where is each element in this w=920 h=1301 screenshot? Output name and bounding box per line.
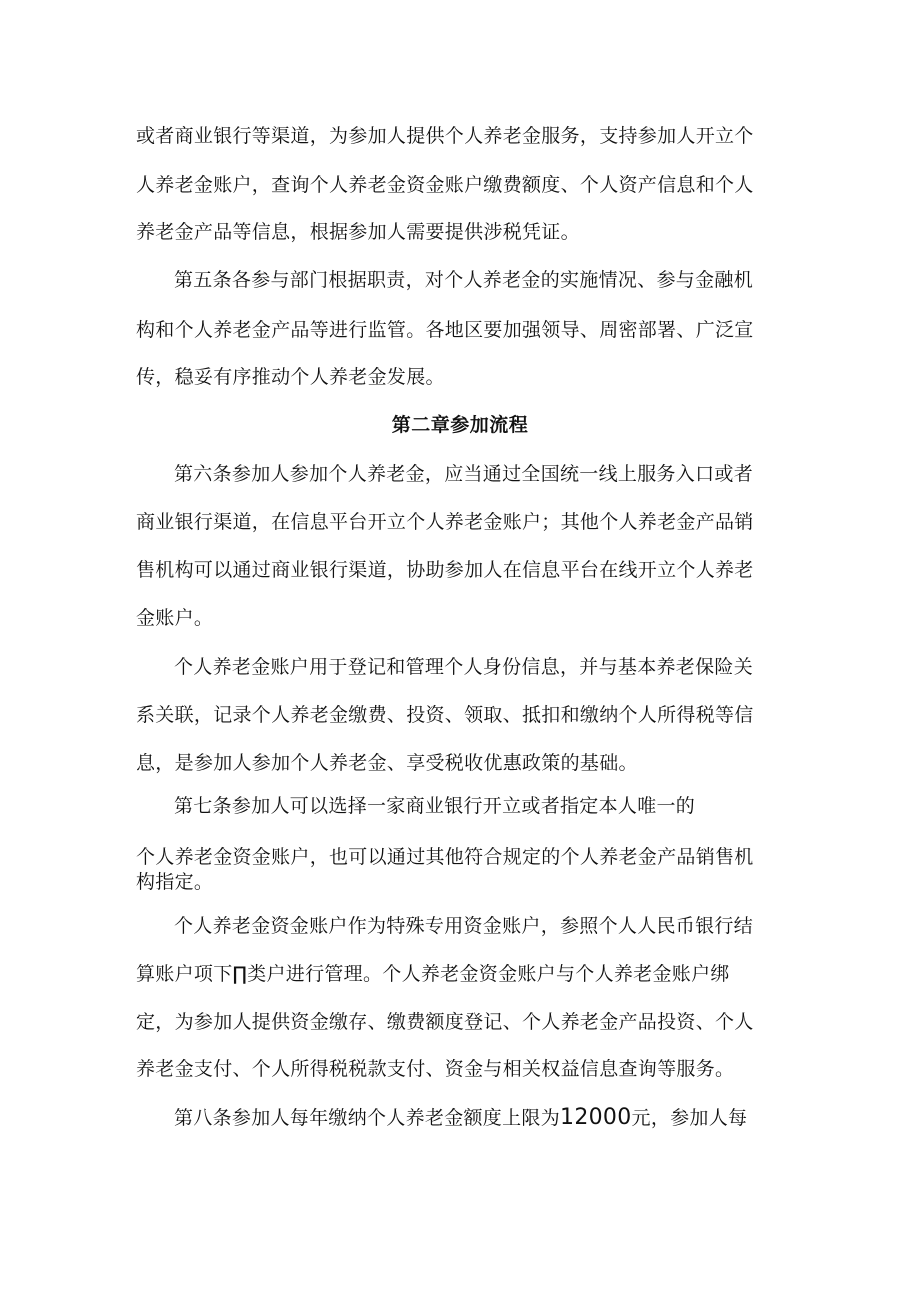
- paragraph-line: 养老金产品等信息，根据参加人需要提供涉税凭证。: [136, 221, 580, 243]
- paragraph-line: 息，是参加人参加个人养老金、享受税收优惠政策的基础。: [136, 752, 638, 774]
- paragraph-line: 售机构可以通过商业银行渠道，协助参加人在信息平台在线开立个人养老: [136, 559, 754, 581]
- amount-value: 12000: [560, 1105, 632, 1130]
- paragraph-line: 商业银行渠道，在信息平台开立个人养老金账户；其他个人养老金产品销: [136, 511, 754, 533]
- paragraph-line: 构指定。: [136, 871, 214, 893]
- paragraph-line: 第六条参加人参加个人养老金，应当通过全国统一线上服务入口或者: [174, 463, 754, 485]
- paragraph-line: 个人养老金资金账户作为特殊专用资金账户，参照个人人民币银行结: [174, 915, 754, 937]
- paragraph-line: 系关联，记录个人养老金缴费、投资、领取、抵扣和缴纳个人所得税等信: [136, 704, 754, 726]
- paragraph-text: 第八条参加人每年缴纳个人养老金额度上限为: [174, 1107, 561, 1129]
- paragraph-line: 第五条各参与部门根据职责，对个人养老金的实施情况、参与金融机: [174, 269, 754, 291]
- paragraph-line: 定，为参加人提供资金缴存、缴费额度登记、个人养老金产品投资、个人: [136, 1011, 754, 1033]
- paragraph-line: 个人养老金资金账户，也可以通过其他符合规定的个人养老金产品销售机: [136, 846, 754, 868]
- paragraph-line: 第七条参加人可以选择一家商业银行开立或者指定本人唯一的: [174, 795, 696, 817]
- paragraph-line: 金账户。: [136, 607, 214, 629]
- paragraph-line: 养老金支付、个人所得税税款支付、资金与相关权益信息查询等服务。: [136, 1058, 735, 1080]
- chapter-heading: 第二章参加流程: [391, 414, 529, 436]
- paragraph-line: 或者商业银行等渠道，为参加人提供个人养老金服务，支持参加人开立个: [136, 125, 754, 147]
- paragraph-line: 人养老金账户，查询个人养老金资金账户缴费额度、个人资产信息和个人: [136, 174, 754, 196]
- paragraph-line: 传，稳妥有序推动个人养老金发展。: [136, 366, 445, 388]
- paragraph-text: 元，参加人每: [631, 1107, 748, 1129]
- paragraph-line: [174, 1106, 747, 1130]
- paragraph-line: 构和个人养老金产品等进行监管。各地区要加强领导、周密部署、广泛宣: [136, 319, 754, 341]
- paragraph-line: 算账户项下∏类户进行管理。个人养老金资金账户与个人养老金账户绑: [136, 963, 730, 985]
- paragraph-line: 个人养老金账户用于登记和管理个人身份信息，并与基本养老保险关: [174, 656, 754, 678]
